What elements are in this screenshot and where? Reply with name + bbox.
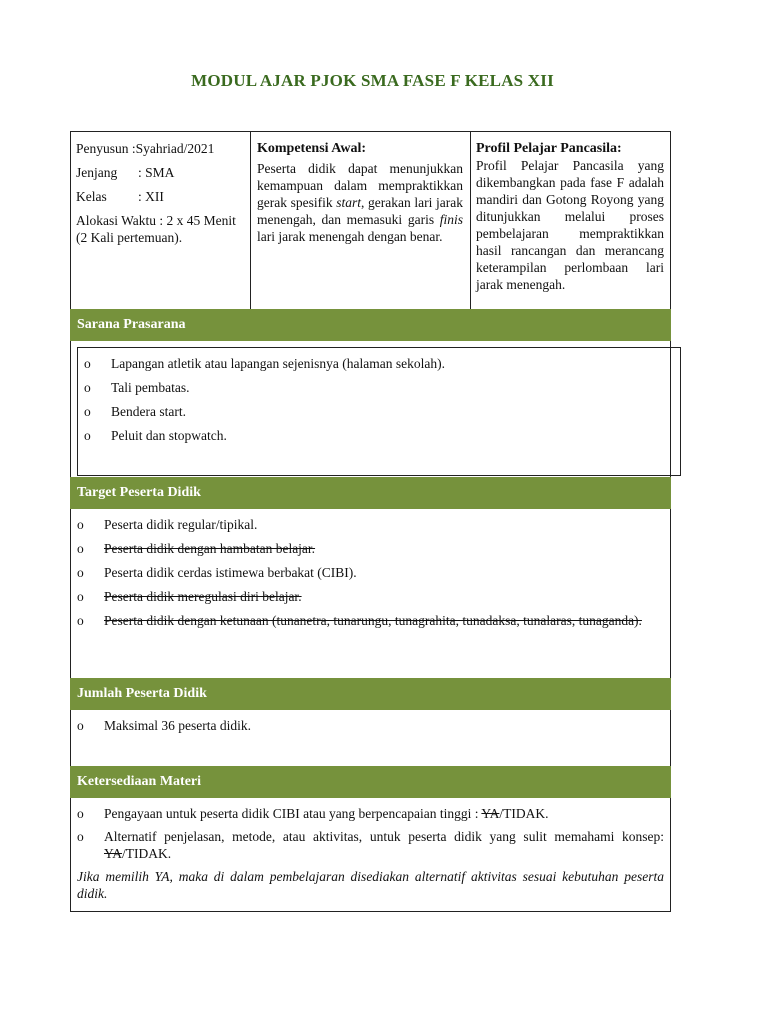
list-item: o Pengayaan untuk peserta didik CIBI atau yang berpencapaian tinggi : YA/TIDAK. [77, 806, 549, 821]
kelas-label: Kelas [76, 189, 107, 204]
penyusun: Penyusun :Syahriad/2021 [76, 141, 215, 156]
info-cell [76, 140, 246, 246]
column-divider [250, 131, 251, 309]
list-item: o Bendera start. [84, 404, 186, 419]
materi-heading: Ketersediaan Materi [70, 766, 671, 798]
sarana-list [84, 355, 664, 444]
list-item: o Alternatif penjelasan, metode, atau aktivitas, untuk peserta didik yang sulit memahami konsep: YA/TIDAK. [77, 829, 664, 861]
jumlah-heading: Jumlah Peserta Didik [70, 678, 671, 710]
document-title: MODUL AJAR PJOK SMA FASE F KELAS XII [191, 71, 554, 90]
profil-heading: Profil Pelajar Pancasila: [476, 141, 622, 156]
materi-note: Jika memilih YA, maka di dalam pembelajaran disediakan alternatif aktivitas sesuai kebutuhan peserta didik. [77, 869, 664, 901]
target-list [77, 516, 664, 629]
list-item: o Maksimal 36 peserta didik. [77, 718, 251, 733]
materi-list [77, 805, 664, 902]
column-divider [470, 131, 471, 309]
list-item: o Peserta didik regular/tipikal. [77, 517, 258, 532]
alokasi-waktu: Alokasi Waktu : 2 x 45 Menit (2 Kali pertemuan). [76, 213, 236, 245]
list-item: o Tali pembatas. [84, 380, 190, 395]
target-heading: Target Peserta Didik [70, 477, 671, 509]
kelas-row [76, 188, 246, 205]
jumlah-list [77, 717, 664, 734]
kompetensi-heading: Kompetensi Awal: [257, 141, 367, 156]
jenjang-value: : SMA [138, 165, 175, 180]
jenjang-row [76, 164, 246, 181]
kompetensi-text: Peserta didik dapat menunjukkan kemampuan dalam mempraktikkan gerak spesifik start, gerakan lari jarak menengah, dan memasuki garis finis lari jarak menengah dengan benar. [257, 161, 463, 244]
profil-text: Profil Pelajar Pancasila yang dikembangkan pada fase F adalah mandiri dan Gotong Royong yang ditunjukkan melalui proses pembelajaran mempraktikkan hasil rancangan dan merancang keterampilan perlombaan lari jarak menengah. [476, 158, 664, 292]
profil-cell [476, 140, 664, 293]
list-item: o Peserta didik cerdas istimewa berbakat (CIBI). [77, 565, 357, 580]
list-item: o Lapangan atletik atau lapangan sejenisnya (halaman sekolah). [84, 356, 445, 371]
jenjang-label: Jenjang [76, 165, 118, 180]
sarana-heading: Sarana Prasarana [70, 309, 671, 341]
list-item: o Peserta didik dengan ketunaan (tunanetra, tunarungu, tunagrahita, tunadaksa, tunalaras, tunaganda). [77, 613, 642, 628]
kelas-value: : XII [138, 189, 164, 204]
list-item: o Peserta didik meregulasi diri belajar. [77, 589, 302, 604]
kompetensi-cell [257, 140, 463, 245]
list-item: o Peluit dan stopwatch. [84, 428, 227, 443]
list-item: o Peserta didik dengan hambatan belajar. [77, 541, 316, 556]
